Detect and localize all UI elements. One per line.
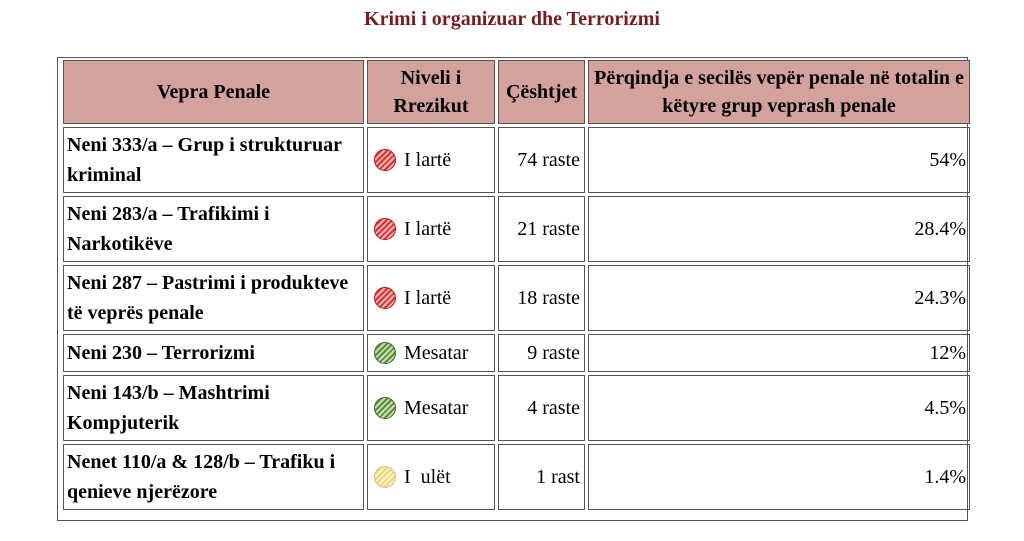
cases-cell: 9 raste bbox=[498, 334, 585, 372]
risk-cell bbox=[367, 375, 495, 441]
header-cases: Çështjet bbox=[498, 60, 585, 124]
share-cell: 12% bbox=[588, 334, 970, 372]
crime-table bbox=[60, 60, 973, 510]
cases-cell: 1 rast bbox=[498, 444, 585, 510]
offense-cell: Neni 333/a – Grup i strukturuar kriminal bbox=[63, 127, 364, 193]
offense-cell: Neni 283/a – Trafikimi i Narkotikëve bbox=[63, 196, 364, 262]
cases-cell: 4 raste bbox=[498, 375, 585, 441]
page-title: Krimi i organizuar dhe Terrorizmi bbox=[364, 8, 660, 30]
table-row bbox=[63, 375, 970, 441]
header-offense: Vepra Penale bbox=[63, 60, 364, 124]
risk-label: I lartë bbox=[404, 148, 452, 171]
cases-cell: 21 raste bbox=[498, 196, 585, 262]
share-cell: 28.4% bbox=[588, 196, 970, 262]
header-risk: Niveli i Rrezikut bbox=[367, 60, 495, 124]
risk-label: I ulët bbox=[404, 465, 451, 488]
share-cell: 4.5% bbox=[588, 375, 970, 441]
table-row bbox=[63, 444, 970, 510]
risk-cell bbox=[367, 196, 495, 262]
share-cell: 54% bbox=[588, 127, 970, 193]
offense-cell: Neni 287 – Pastrimi i produkteve të veprës penale bbox=[63, 265, 364, 331]
table-row bbox=[63, 196, 970, 262]
risk-cell bbox=[367, 127, 495, 193]
risk-label: Mesatar bbox=[404, 396, 469, 419]
table-row bbox=[63, 265, 970, 331]
cases-cell: 74 raste bbox=[498, 127, 585, 193]
yellow-dot-icon bbox=[374, 466, 396, 488]
risk-cell bbox=[367, 334, 495, 372]
risk-label: Mesatar bbox=[404, 341, 469, 364]
share-cell: 24.3% bbox=[588, 265, 970, 331]
risk-label: I lartë bbox=[404, 217, 452, 240]
header-share: Përqindja e secilës vepër penale në totalin e këtyre grup veprash penale bbox=[588, 60, 970, 124]
red-dot-icon bbox=[374, 287, 396, 309]
table-row bbox=[63, 334, 970, 372]
green-dot-icon bbox=[374, 342, 396, 364]
table-header-row bbox=[63, 60, 970, 124]
green-dot-icon bbox=[374, 397, 396, 419]
offense-cell: Nenet 110/a & 128/b – Trafiku i qenieve njerëzore bbox=[63, 444, 364, 510]
red-dot-icon bbox=[374, 149, 396, 171]
offense-cell: Neni 230 – Terrorizmi bbox=[63, 334, 364, 372]
risk-cell bbox=[367, 444, 495, 510]
share-cell: 1.4% bbox=[588, 444, 970, 510]
offense-cell: Neni 143/b – Mashtrimi Kompjuterik bbox=[63, 375, 364, 441]
table-row bbox=[63, 127, 970, 193]
risk-cell bbox=[367, 265, 495, 331]
red-dot-icon bbox=[374, 218, 396, 240]
cases-cell: 18 raste bbox=[498, 265, 585, 331]
risk-label: I lartë bbox=[404, 286, 452, 309]
